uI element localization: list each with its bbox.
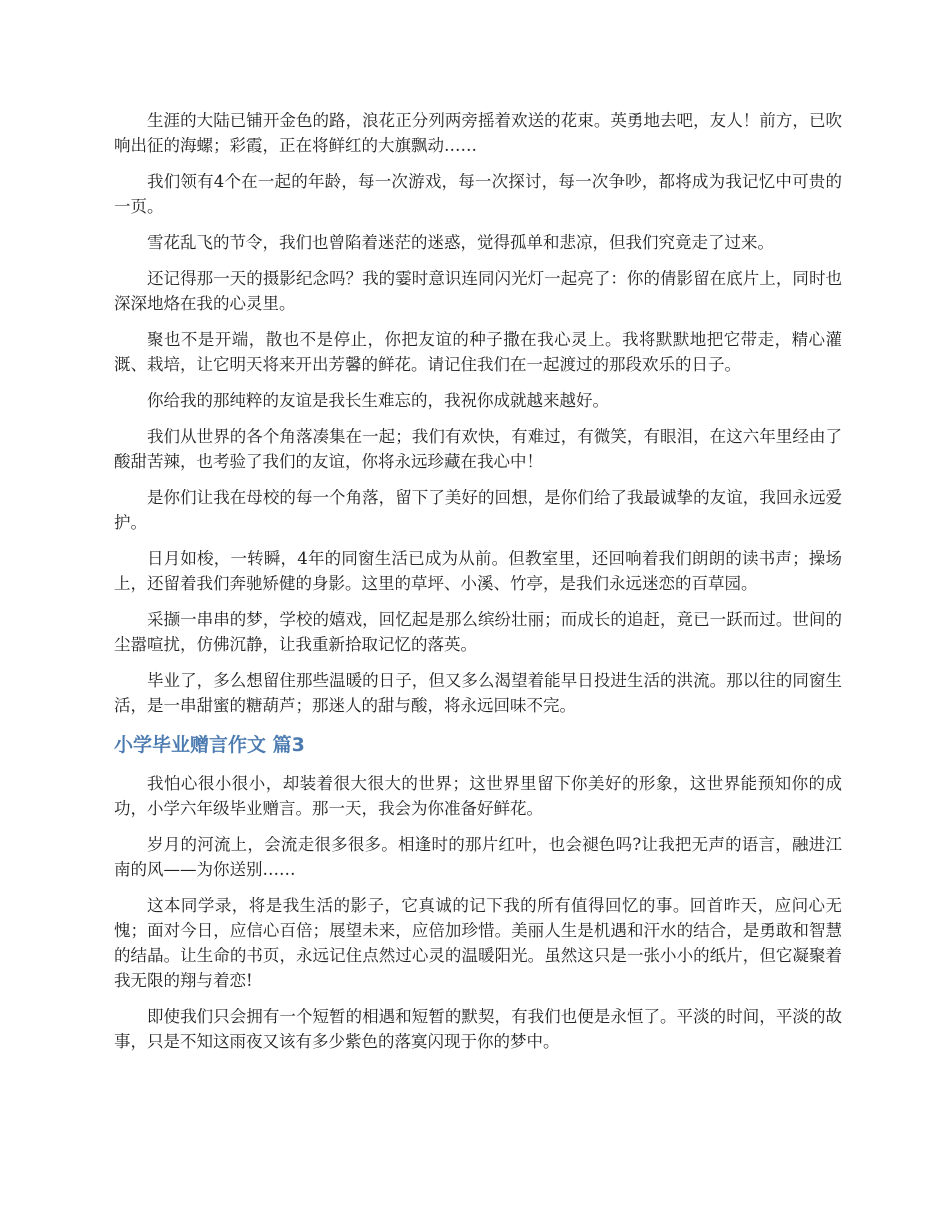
paragraph: 毕业了，多么想留住那些温暖的日子，但又多么渴望着能早日投进生活的洪流。那以往的同窗生活，是一串甜蜜的糖葫芦；那迷人的甜与酸，将永远回味不完。 (114, 671, 842, 715)
section-heading: 小学毕业赠言作文 篇3 (114, 734, 305, 756)
paragraph: 生涯的大陆已铺开金色的路，浪花正分列两旁摇着欢送的花束。英勇地去吧，友人！前方，已吹响出征的海螺；彩霞，正在将鲜红的大旗飘动…… (114, 111, 842, 155)
section-2 (114, 771, 842, 1054)
paragraph: 日月如梭，一转瞬，4年的同窗生活已成为从前。但教室里，还回响着我们朗朗的读书声；操场上，还留着我们奔驰矫健的身影。这里的草坪、小溪、竹亭，是我们永远迷恋的百草园。 (114, 549, 842, 593)
paragraph: 还记得那一天的摄影纪念吗？我的霎时意识连同闪光灯一起亮了：你的倩影留在底片上，同时也深深地烙在我的心灵里。 (114, 269, 842, 313)
paragraph: 你给我的那纯粹的友谊是我长生难忘的，我祝你成就越来越好。 (147, 391, 609, 410)
paragraph: 是你们让我在母校的每一个角落，留下了美好的回想，是你们给了我最诚挚的友谊，我回永远爱护。 (114, 488, 842, 532)
paragraph: 这本同学录，将是我生活的影子，它真诚的记下我的所有值得回忆的事。回首昨天，应问心无愧；面对今日，应信心百倍；展望未来，应倍加珍惜。美丽人生是机遇和汗水的结合，是勇敢和智慧的结晶。让生命的书页，永远记住点然过心灵的温暖阳光。虽然这只是一张小小的纸片，但它凝聚着我无限的翔与着恋! (114, 896, 842, 990)
paragraph: 我怕心很小很小，却装着很大很大的世界；这世界里留下你美好的形象，这世界能预知你的成功，小学六年级毕业赠言。那一天，我会为你准备好鲜花。 (114, 774, 842, 818)
paragraph: 聚也不是开端，散也不是停止，你把友谊的种子撒在我心灵上。我将默默地把它带走，精心灌溉、栽培，让它明天将来开出芳馨的鲜花。请记住我们在一起渡过的那段欢乐的日子。 (114, 330, 842, 374)
paragraph: 采撷一串串的梦，学校的嬉戏，回忆起是那么缤纷壮丽；而成长的追赶，竟已一跃而过。世间的尘嚣喧扰，仿佛沉静，让我重新拾取记忆的落英。 (114, 610, 842, 654)
paragraph: 即使我们只会拥有一个短暂的相遇和短暂的默契，有我们也便是永恒了。平淡的时间，平淡的故事，只是不知这雨夜又该有多少紫色的落寞闪现于你的梦中。 (114, 1007, 842, 1051)
paragraph: 我们领有4个在一起的年龄，每一次游戏，每一次探讨，每一次争吵，都将成为我记忆中可贵的一页。 (114, 172, 842, 216)
paragraph: 雪花乱飞的节令，我们也曾陷着迷茫的迷惑，觉得孤单和悲凉，但我们究竟走了过来。 (147, 233, 774, 252)
paragraph: 我们从世界的各个角落凑集在一起；我们有欢快，有难过，有微笑，有眼泪，在这六年里经由了酸甜苦辣，也考验了我们的友谊，你将永远珍藏在我心中！ (114, 427, 842, 471)
document-page (114, 108, 842, 1065)
section-1 (114, 108, 842, 718)
paragraph: 岁月的河流上，会流走很多很多。相逢时的那片红叶，也会褪色吗?让我把无声的语言，融进江南的风——为你送别…… (114, 835, 842, 879)
